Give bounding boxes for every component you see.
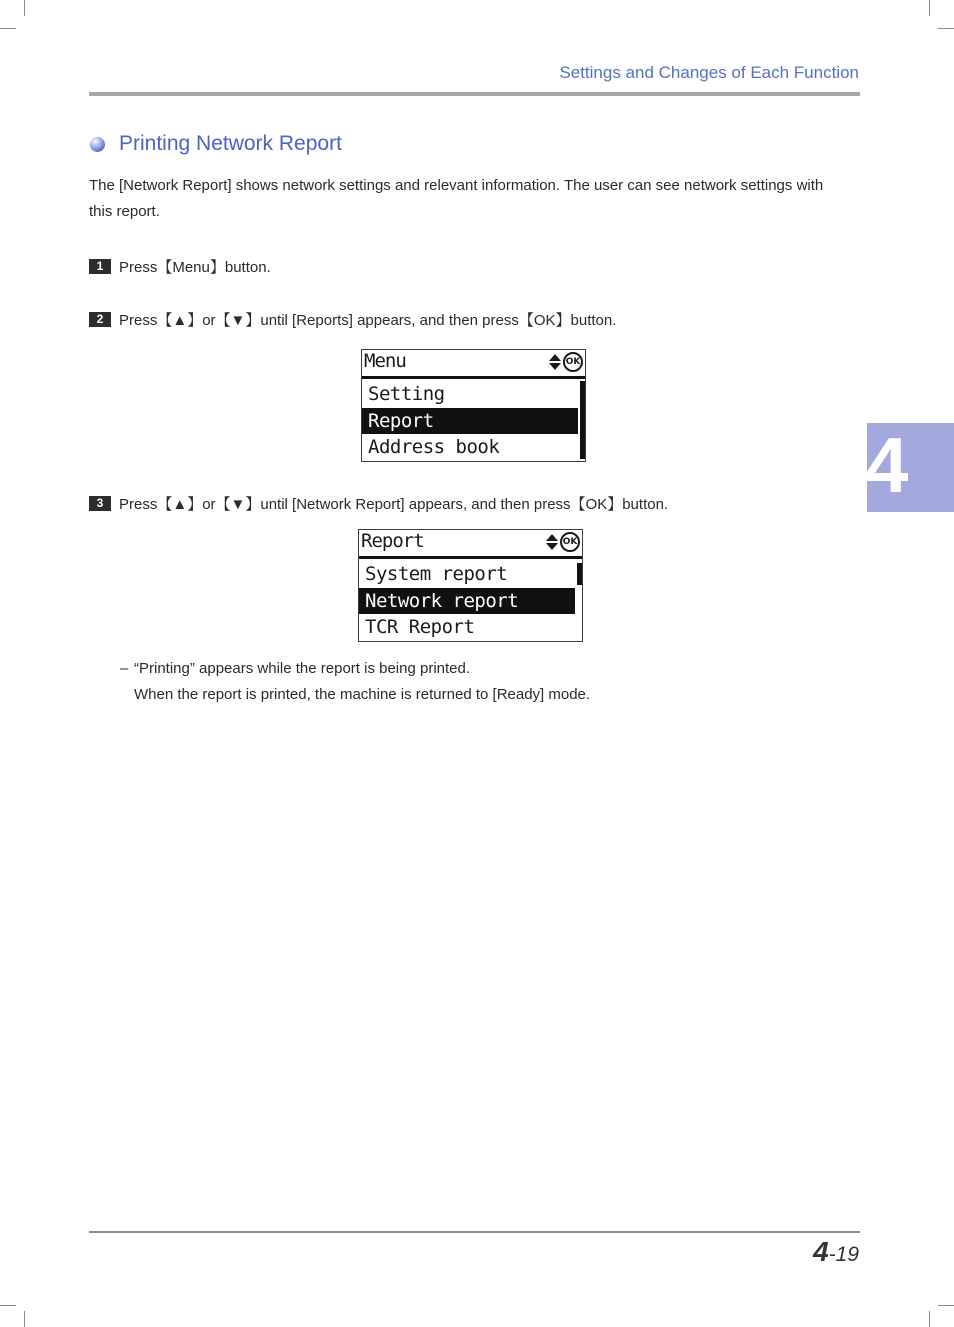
crop-mark xyxy=(0,28,16,29)
footer-divider xyxy=(89,1231,860,1233)
up-down-arrows-icon xyxy=(549,353,561,371)
crop-mark xyxy=(24,1311,25,1327)
lcd-title-divider xyxy=(359,556,582,559)
page-number-page: -19 xyxy=(828,1243,859,1266)
page-number xyxy=(813,1236,859,1268)
lcd-menu-item-selected: Network report xyxy=(359,588,575,614)
lcd-menu-item: System report xyxy=(365,563,508,585)
step-text: Press【▲】or【▼】until [Reports] appears, and then press【OK】button. xyxy=(119,312,617,329)
note-dash: – xyxy=(120,660,129,677)
step-number-badge: 3 xyxy=(89,496,111,511)
page-number-chapter: 4 xyxy=(813,1236,829,1267)
lcd-title-divider xyxy=(362,376,585,379)
lcd-scrollbar xyxy=(577,563,582,585)
lcd-title: Report xyxy=(361,530,424,552)
ok-icon: OK xyxy=(563,352,583,372)
chapter-tab xyxy=(867,423,954,512)
crop-mark xyxy=(929,0,930,16)
lcd-menu-item-selected: Report xyxy=(362,408,578,434)
step-text: Press【▲】or【▼】until [Network Report] appears, and then press【OK】button. xyxy=(119,496,669,513)
note-line: “Printing” appears while the report is being printed. xyxy=(134,660,471,677)
lcd-title: Menu xyxy=(364,350,406,372)
step-2 xyxy=(89,309,616,330)
note-line: When the report is printed, the machine is returned to [Ready] mode. xyxy=(134,686,591,703)
step-3 xyxy=(89,493,668,514)
lcd-scrollbar xyxy=(580,381,585,459)
lcd-status-icons xyxy=(549,352,583,372)
running-header: Settings and Changes of Each Function xyxy=(559,63,859,82)
chapter-tab-number: 4 xyxy=(865,421,909,509)
crop-mark xyxy=(938,1305,954,1306)
lcd-menu-item: Setting xyxy=(368,383,445,405)
section-heading xyxy=(90,130,342,158)
step-text: Press【Menu】button. xyxy=(119,259,271,276)
crop-mark xyxy=(0,1305,16,1306)
step-1 xyxy=(89,256,271,277)
lcd-screen-menu xyxy=(361,349,586,462)
lcd-status-icons xyxy=(546,532,580,552)
sphere-bullet-icon xyxy=(90,137,105,152)
crop-mark xyxy=(24,0,25,16)
lcd-menu-item: Address book xyxy=(368,436,500,458)
crop-mark xyxy=(929,1311,930,1327)
up-down-arrows-icon xyxy=(546,533,558,551)
step-number-badge: 2 xyxy=(89,312,111,327)
step-number-badge: 1 xyxy=(89,259,111,274)
header-divider xyxy=(89,92,860,96)
lcd-screen-report xyxy=(358,529,583,642)
note xyxy=(120,656,590,708)
section-title: Printing Network Report xyxy=(119,132,342,155)
intro-paragraph: The [Network Report] shows network settings and relevant information. The user can see network settings with this report. xyxy=(89,177,824,220)
crop-mark xyxy=(938,28,954,29)
lcd-menu-item: TCR Report xyxy=(365,616,475,638)
ok-icon: OK xyxy=(560,532,580,552)
